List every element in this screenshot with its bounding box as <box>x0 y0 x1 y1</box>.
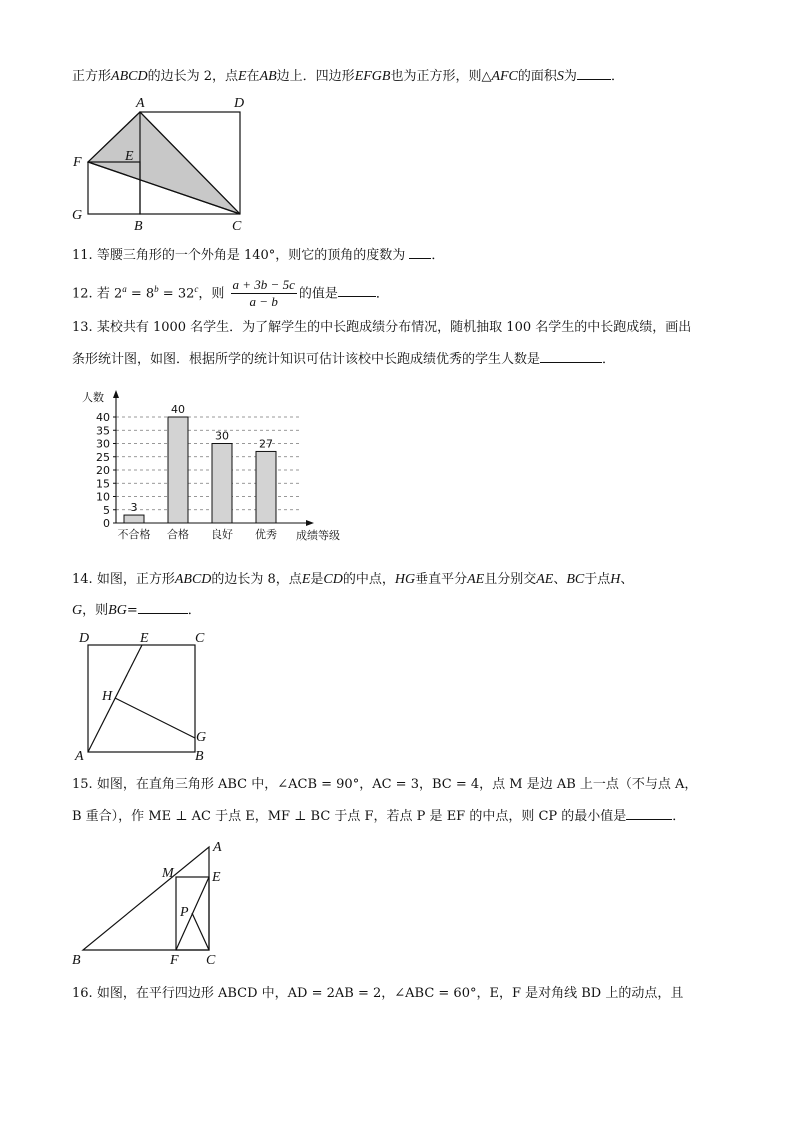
y-tick-label: 0 <box>103 517 110 530</box>
q14-end: ． <box>187 603 201 618</box>
q10-text <box>72 66 624 86</box>
q14-seg: = <box>126 603 138 618</box>
q10-seg: 的边长为 2，点 <box>147 69 238 84</box>
answer-blank[interactable] <box>577 66 611 80</box>
q13-line1 <box>72 319 691 337</box>
bar-value-label: 40 <box>171 403 185 416</box>
label-b: B <box>195 749 204 762</box>
y-tick-label: 20 <box>96 464 110 477</box>
q10-var: ABCD <box>111 69 148 84</box>
q16-text <box>72 985 683 1003</box>
q11-end: ． <box>431 248 445 263</box>
q12-seg: 的值是 <box>298 286 338 302</box>
chart-ticks <box>96 411 116 530</box>
q11-body: 等腰三角形的一个外角是 140°，则它的顶角的度数为 <box>96 248 406 263</box>
q14-seg: 的中点， <box>342 572 395 587</box>
category-label: 良好 <box>211 528 233 541</box>
answer-blank[interactable] <box>409 245 431 259</box>
y-tick-label: 15 <box>96 477 110 491</box>
y-tick-label: 35 <box>96 424 110 438</box>
label-e: E <box>212 870 221 885</box>
question-number: 15. <box>72 777 93 792</box>
x-axis-arrow <box>306 520 314 526</box>
q11-text <box>72 245 444 265</box>
q14-var: ABCD <box>174 572 212 587</box>
fraction-denominator: a − b <box>249 294 278 310</box>
q12-seg: 若 2 <box>96 286 123 302</box>
label-a: A <box>136 96 145 111</box>
q14-var: CD <box>323 572 343 587</box>
fraction-numerator: a + 3b − 5c <box>232 277 295 293</box>
label-e: E <box>140 631 149 646</box>
bar-2 <box>212 444 232 524</box>
q10-seg: 边上．四边形 <box>276 69 355 84</box>
question-number: 11. <box>72 248 93 263</box>
q12-seg: = 32 <box>158 286 195 302</box>
bar-1 <box>168 417 188 523</box>
answer-blank[interactable] <box>138 600 188 614</box>
q14-seg: 于点 <box>584 572 611 587</box>
q13-line2 <box>72 349 615 369</box>
q16-body: 如图，在平行四边形 ABCD 中，AD = 2AB = 2，∠ABC = 60°，E，F 是对角线 BD 上的动点，且 <box>96 986 684 1001</box>
q13-end: ． <box>602 352 616 367</box>
q14-var: BG <box>108 603 127 618</box>
category-label: 不合格 <box>117 528 151 541</box>
q14-seg: ，则 <box>82 603 109 618</box>
q15-figure <box>68 836 238 970</box>
triangle-abc <box>83 847 209 950</box>
q12-sup: c <box>194 284 199 294</box>
q10-seg: 为 <box>563 69 577 84</box>
q10-seg: 的面积 <box>517 69 557 84</box>
q14-var: G <box>72 603 83 618</box>
label-h: H <box>102 689 113 704</box>
label-g: G <box>72 208 83 223</box>
q15-line1 <box>72 776 697 794</box>
q14-seg: 且分别交 <box>484 572 537 587</box>
q10-seg: 也为正方形，则△ <box>390 69 492 84</box>
label-e: E <box>125 149 134 164</box>
q14-var: BC <box>566 572 585 587</box>
q10-var: AFC <box>491 69 518 84</box>
label-d: D <box>234 96 245 111</box>
q12-end: ． <box>375 286 389 302</box>
segment-hg <box>115 698 195 738</box>
bar-3 <box>256 451 276 523</box>
y-axis-arrow <box>113 390 119 398</box>
y-tick-label: 30 <box>96 437 110 451</box>
q12-sup: b <box>154 284 159 294</box>
label-d: D <box>79 631 90 646</box>
q14-seg: 的边长为 8，点 <box>211 572 302 587</box>
q10-var: E <box>237 69 247 84</box>
chart-bars <box>118 403 278 541</box>
q10-var: EFGB <box>354 69 391 84</box>
q10-seg: 正方形 <box>72 69 112 84</box>
bar-value-label: 30 <box>215 429 229 443</box>
q12-text <box>72 272 389 311</box>
q14-seg: 、 <box>620 572 634 587</box>
q13-body: 条形统计图，如图．根据所学的统计知识可估计该校中长跑成绩优秀的学生人数是 <box>72 352 541 367</box>
y-tick-label: 25 <box>96 450 110 464</box>
q14-seg: 垂直平分 <box>415 572 468 587</box>
bar-value-label: 27 <box>259 437 273 451</box>
label-c: C <box>206 953 216 968</box>
q10-figure <box>66 94 256 234</box>
q15-body: B 重合），作 ME ⊥ AC 于点 E，MF ⊥ BC 于点 F，若点 P 是 EF 的中点，则 CP 的最小值是 <box>72 809 627 824</box>
q15-end: ． <box>672 809 686 824</box>
answer-blank[interactable] <box>540 349 602 363</box>
q14-figure <box>74 628 224 762</box>
q10-seg: 在 <box>246 69 260 84</box>
q14-var: HG <box>394 572 416 587</box>
fraction <box>231 277 297 310</box>
answer-blank[interactable] <box>626 806 672 820</box>
q10-var: S <box>556 69 564 84</box>
q14-seg: 、 <box>553 572 567 587</box>
shaded-triangle-afc <box>88 112 240 214</box>
q14-seg: 是 <box>310 572 324 587</box>
label-g: G <box>196 730 207 745</box>
question-number: 14. <box>72 572 93 587</box>
label-b: B <box>72 953 81 968</box>
q10-var: AB <box>259 69 277 84</box>
label-b: B <box>134 219 143 234</box>
segment-cp <box>192 913 209 950</box>
q14-var: H <box>610 572 621 587</box>
q14-seg: 如图，正方形 <box>96 572 175 587</box>
chart-ylabel: 人数 <box>82 391 104 404</box>
question-number: 12. <box>72 286 93 302</box>
y-tick-label: 40 <box>96 411 110 424</box>
q14-var: AE <box>467 572 485 587</box>
bar-value-label: 3 <box>130 501 138 515</box>
chart-xlabel: 成绩等级 <box>296 529 340 542</box>
q15-line2 <box>72 806 685 826</box>
question-number: 13. <box>72 320 93 335</box>
answer-blank[interactable] <box>338 283 376 297</box>
q12-seg: ，则 <box>198 286 225 302</box>
label-m: M <box>162 866 174 881</box>
label-a: A <box>213 840 222 855</box>
label-f: F <box>170 953 179 968</box>
label-f: F <box>73 155 82 170</box>
q14-var: AE <box>536 572 554 587</box>
bar-0 <box>124 515 144 523</box>
label-p: P <box>180 905 189 920</box>
q15-body: 如图，在直角三角形 ABC 中，∠ACB = 90°，AC = 3，BC = 4，点 M 是边 AB 上一点（不与点 A， <box>96 777 698 792</box>
q10-seg: ． <box>610 69 624 84</box>
q12-seg: = 8 <box>126 286 155 302</box>
y-tick-label: 5 <box>103 503 110 517</box>
y-tick-label: 10 <box>96 490 110 504</box>
q13-body: 某校共有 1000 名学生．为了解学生的中长跑成绩分布情况，随机抽取 100 名学生的中长跑成绩，画出 <box>96 320 692 335</box>
q14-var: E <box>301 572 311 587</box>
question-number: 16. <box>72 986 93 1001</box>
label-c: C <box>232 219 242 234</box>
category-label: 优秀 <box>255 528 277 541</box>
q14-line2 <box>72 600 201 620</box>
bar-chart <box>70 384 370 548</box>
q14-line1 <box>72 571 633 589</box>
label-a: A <box>75 749 84 762</box>
category-label: 合格 <box>167 528 189 541</box>
label-c: C <box>195 631 205 646</box>
q12-sup: a <box>122 284 127 294</box>
